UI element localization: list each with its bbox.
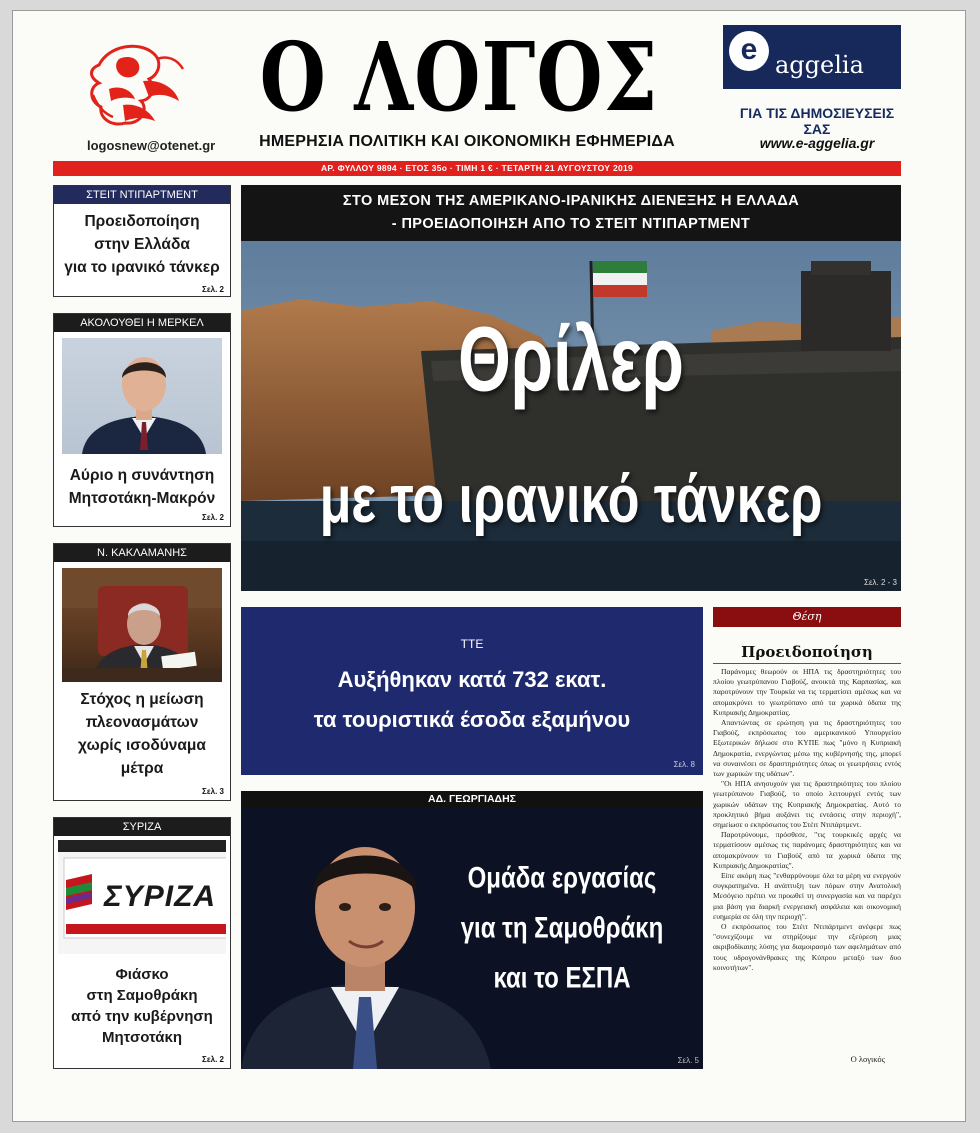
kaklamanis-photo bbox=[62, 568, 222, 682]
opinion-paragraph: Ο εκπρόσωπος του Στέιτ Ντιπάρτμεντ ανέφερε πως "συνεχίζουμε να στηρίζουμε την εξεύρεση μιας ακριβοδίκαιης λύσης για διαμοιρασμό των αφελημάτων από τους υδρογονάνθρακες της Κύπρου μεταξύ των δυο κοινοτήτων". bbox=[713, 922, 901, 972]
story-headline-line: Προειδοποίηση bbox=[84, 213, 200, 230]
opinion-kicker: Θέση bbox=[713, 607, 901, 627]
issue-info-bar: ΑΡ. ΦΥΛΛΟΥ 9894 · ΕΤΟΣ 35ο · ΤΙΜΗ 1 € · ΤΕΤΑΡΤΗ 21 ΑΥΓΟΥΣΤΟΥ 2019 bbox=[53, 161, 901, 176]
left-story-merkel bbox=[53, 313, 231, 527]
lead-headline-sub: με το ιρανικό τάνκερ bbox=[319, 462, 823, 538]
eaggelia-e-mark: e bbox=[729, 31, 769, 71]
contact-email: logosnew@otenet.gr bbox=[87, 138, 216, 153]
story-headline-line: από την κυβέρνηση bbox=[71, 1008, 213, 1025]
page-reference: Σελ. 3 bbox=[202, 787, 224, 796]
story-headline-line: Φιάσκο bbox=[115, 966, 169, 983]
newspaper-front-page bbox=[12, 10, 966, 1122]
story-headline-line: και το ΕΣΠΑ bbox=[493, 961, 631, 995]
story-headline-line: Ομάδα εργασίας bbox=[467, 861, 657, 895]
page-reference: Σελ. 2 bbox=[202, 1055, 224, 1064]
opinion-paragraph: Παροτρύνουμε, πρόσθεσε, "τις τουρκικές αρχές να τερματίσουν αμέσως τις παράνομες δραστηριότητες και να απομακρύνουν το Γιαβούζ από τα χωρικά ύδατα της Κυπριακής Δημοκρατίας". bbox=[713, 830, 901, 870]
lead-kicker bbox=[241, 185, 901, 241]
mitsotakis-photo bbox=[62, 338, 222, 454]
newspaper-title: Ο ΛΟΓΟΣ bbox=[259, 21, 659, 133]
story-headline-line: στη Σαμοθράκη bbox=[86, 987, 198, 1004]
newspaper-emblem-icon bbox=[79, 35, 191, 139]
left-story-kaklamanis bbox=[53, 543, 231, 801]
lead-kicker-line: - ΠΡΟΕΙΔΟΠΟΙΗΣΗ ΑΠΟ ΤΟ ΣΤΕΙΤ ΝΤΙΠΑΡΤΜΕΝΤ bbox=[391, 216, 751, 232]
story-headline-line: μέτρα bbox=[120, 760, 164, 777]
page-reference: Σελ. 2 bbox=[202, 285, 224, 294]
syriza-logo-text: ΣΥΡΙΖΑ bbox=[104, 880, 217, 913]
lead-headline-main: Θρίλερ bbox=[457, 308, 684, 411]
syriza-banner-photo bbox=[58, 840, 226, 954]
page-reference: Σελ. 5 bbox=[677, 1056, 699, 1065]
opinion-paragraph: Παράνομες θεωρούν οι ΗΠΑ τις δραστηριότητες του πλοίου γεωτρύπανου Γιαβούζ, ανοικτά της Καρπασίας, και παροτρύνουν την Τουρκία να τις τερματίσει αμέσως και να απομακρύνει το γεωτρύπανο από τα χωρικά ύδατα της Κυπριακής Δημοκρατίας. bbox=[713, 667, 901, 717]
story-headline-line: Αύριο η συνάντηση bbox=[69, 467, 215, 484]
ad-tagline: ΓΙΑ ΤΙΣ ΔΗΜΟΣΙΕΥΣΕΙΣ ΣΑΣ bbox=[739, 105, 895, 137]
opinion-body bbox=[713, 667, 901, 973]
story-kicker: ΣΤΕΙΤ ΝΤΙΠΑΡΤΜΕΝΤ bbox=[54, 186, 230, 204]
story-headline-line: Μητσοτάκη bbox=[102, 1029, 182, 1046]
page-reference: Σελ. 2 bbox=[202, 513, 224, 522]
story-kicker: ΣΥΡΙΖΑ bbox=[54, 818, 230, 836]
opinion-paragraph: Απαντώντας σε ερώτηση για τις δραστηριότητες του Γιαβούζ, εκπρόσωπος του αμερικανικού Υπουργείου Εξωτερικών δήλωσε στο ΚΥΠΕ πως "μόνο η Κυπριακή Δημοκρατία, ενεργώντας μέσω της κυβέρνησής της, μπορεί να συναινέσει σε δραστηριότητες όπως οι γεωτρήσεις εντός των χωρικών της υδάτων". bbox=[713, 718, 901, 779]
opinion-paragraph: Είπε ακόμη πως "ενθαρρύνουμε όλα τα μέρη να ενεργούν συγκρατημένα. Η ανάπτυξη των πόρων στην Ανατολική Μεσόγειο πρέπει να προωθεί τη συνεργασία και να παρέχει μια βάση για διαρκή ενεργειακή ασφάλεια και οικονομική ευημερία σε όλη την περιοχή". bbox=[713, 871, 901, 921]
ad-url: www.e-aggelia.gr bbox=[759, 135, 875, 151]
story-headline-line: Μητσοτάκη-Μακρόν bbox=[68, 490, 216, 507]
lead-kicker-line: ΣΤΟ ΜΕΣΟΝ ΤΗΣ ΑΜΕΡΙΚΑΝΟ-ΙΡΑΝΙΚΗΣ ΔΙΕΝΕΞΗΣ Η ΕΛΛΑΔΑ bbox=[342, 193, 800, 209]
opinion-paragraph: "Οι ΗΠΑ ανησυχούν για τις δραστηριότητες του πλοίου γεωτρύπανου Γιαβούζ, το οποίο λειτουργεί εντός των χωρικών υδάτων της Κυπριακής Δημοκρατίας. Αυτό το προκλητικό βήμα αυξάνει τις εντάσεις στην περιοχή", σημείωσε ο εκπρόσωπος του Στέιτ Ντιπάρτμεντ. bbox=[713, 779, 901, 830]
tourism-revenue-story bbox=[241, 607, 703, 775]
story-kicker: ΑΚΟΛΟΥΘΕΙ Η ΜΕΡΚΕΛ bbox=[54, 314, 230, 332]
story-headline-line: στην Ελλάδα bbox=[94, 236, 190, 253]
left-story-state-department bbox=[53, 185, 231, 297]
left-story-syriza bbox=[53, 817, 231, 1069]
eaggelia-ad-logo bbox=[723, 25, 901, 89]
tanker-photo bbox=[241, 241, 901, 591]
story-headline-line: για το ιρανικό τάνκερ bbox=[64, 259, 220, 276]
opinion-divider bbox=[713, 663, 901, 664]
page-reference: Σελ. 2 - 3 bbox=[864, 578, 897, 587]
eaggelia-wordmark: aggelia bbox=[775, 51, 864, 79]
georgiadis-story bbox=[241, 807, 703, 1069]
newspaper-subtitle: ΗΜΕΡΗΣΙΑ ΠΟΛΙΤΙΚΗ ΚΑΙ ΟΙΚΟΝΟΜΙΚΗ ΕΦΗΜΕΡΙΔΑ bbox=[259, 133, 675, 150]
page-reference: Σελ. 8 bbox=[673, 760, 695, 769]
story-headline-line: Αυξήθηκαν κατά 732 εκατ. bbox=[337, 667, 607, 692]
story-headline-line: χωρίς ισοδύναμα bbox=[78, 737, 206, 754]
story-headline-line: Στόχος η μείωση bbox=[80, 691, 204, 708]
story-headline-line: για τη Σαμοθράκη bbox=[460, 911, 664, 945]
story-kicker: ΑΔ. ΓΕΩΡΓΙΑΔΗΣ bbox=[241, 791, 703, 807]
story-kicker: Ν. ΚΑΚΛΑΜΑΝΗΣ bbox=[54, 544, 230, 562]
opinion-signature: Ο λογικός bbox=[850, 1054, 885, 1064]
story-headline-line: τα τουριστικά έσοδα εξαμήνου bbox=[313, 707, 631, 732]
opinion-title: Προειδοποίηση bbox=[741, 643, 873, 661]
story-kicker: ΤΤΕ bbox=[460, 637, 484, 651]
story-headline-line: πλεονασμάτων bbox=[85, 714, 199, 731]
